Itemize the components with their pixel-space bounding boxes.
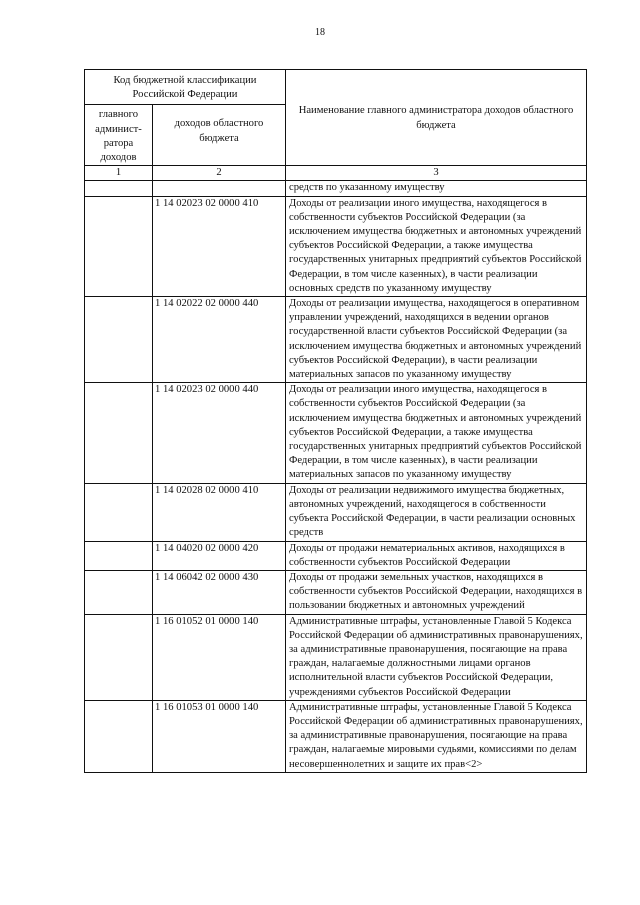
admin-code-cell [85, 700, 153, 772]
page-number: 18 [315, 27, 325, 38]
description-cell: Доходы от продажи земельных участков, находящихся в собственности субъектов Российской Федерации, находящихся в пользовании бюджетных и автономных учреждений [286, 570, 587, 614]
revenue-code-cell: 1 16 01053 01 0000 140 [153, 700, 286, 772]
description-cell: Доходы от реализации иного имущества, находящегося в собственности субъектов Российской Федерации (за исключением имущества бюджетных и автономных учреждений субъектов Российской Федерации, а также имущества государственных унитарных предприятий субъектов Российской Федерации, в том числе казенных), в части реализации материальных запасов по указанному имуществу [286, 383, 587, 483]
admin-code-cell [85, 181, 153, 196]
table-row [85, 383, 587, 483]
table-row [85, 541, 587, 570]
table-row [85, 181, 587, 196]
name-column-header: Наименование главного администратора доходов областного бюджета [286, 70, 587, 166]
revenue-code-cell: 1 16 01052 01 0000 140 [153, 614, 286, 700]
revenue-code-cell: 1 14 06042 02 0000 430 [153, 570, 286, 614]
column-number: 1 [85, 166, 153, 181]
table-row [85, 483, 587, 541]
table-row [85, 570, 587, 614]
revenue-code-cell: 1 14 02023 02 0000 410 [153, 196, 286, 296]
revenue-code-cell: 1 14 04020 02 0000 420 [153, 541, 286, 570]
admin-code-cell [85, 541, 153, 570]
admin-code-cell [85, 483, 153, 541]
revenue-column-header: доходов областного бюджета [153, 105, 286, 166]
table-header-row [85, 70, 587, 105]
description-cell: Доходы от продажи нематериальных активов, находящихся в собственности субъектов Российской Федерации [286, 541, 587, 570]
column-number-row [85, 166, 587, 181]
classification-header: Код бюджетной классификации Российской Федерации [85, 70, 286, 105]
revenue-classification-table [84, 69, 587, 773]
description-cell: Доходы от реализации иного имущества, находящегося в собственности субъектов Российской Федерации (за исключением имущества бюджетных и автономных учреждений субъектов Российской Федерации, а также имущества государственных унитарных предприятий субъектов Российской Федерации, в том числе казенных), в части реализации основных средств по указанному имуществу [286, 196, 587, 296]
revenue-code-cell: 1 14 02023 02 0000 440 [153, 383, 286, 483]
description-cell: средств по указанному имуществу [286, 181, 587, 196]
description-cell: Административные штрафы, установленные Главой 5 Кодекса Российской Федерации об административных правонарушениях, за административные правонарушения, посягающие на права граждан, налагаемые должностными лицами органов исполнительной власти субъектов Российской Федерации, учреждениями субъектов Российской Федерации [286, 614, 587, 700]
admin-code-cell [85, 196, 153, 296]
admin-column-header: главного админист-ратора доходов [85, 105, 153, 166]
column-number: 3 [286, 166, 587, 181]
admin-code-cell [85, 570, 153, 614]
table-row [85, 297, 587, 383]
admin-code-cell [85, 614, 153, 700]
column-number: 2 [153, 166, 286, 181]
table-row [85, 196, 587, 296]
revenue-code-cell [153, 181, 286, 196]
description-cell: Доходы от реализации недвижимого имущества бюджетных, автономных учреждений, находящегося в собственности субъекта Российской Федерации, в части реализации основных средств [286, 483, 587, 541]
description-cell: Административные штрафы, установленные Главой 5 Кодекса Российской Федерации об административных правонарушениях, за административные правонарушения, посягающие на права граждан, налагаемые мировыми судьями, комиссиями по делам несовершеннолетних и защите их прав<2> [286, 700, 587, 772]
table-row [85, 614, 587, 700]
admin-code-cell [85, 383, 153, 483]
table-row [85, 700, 587, 772]
description-cell: Доходы от реализации имущества, находящегося в оперативном управлении учреждений, находящихся в ведении органов государственной власти субъектов Российской Федерации (за исключением имущества бюджетных и автономных учреждений субъектов Российской Федерации), в части реализации материальных запасов по указанному имуществу [286, 297, 587, 383]
admin-code-cell [85, 297, 153, 383]
revenue-code-cell: 1 14 02028 02 0000 410 [153, 483, 286, 541]
revenue-code-cell: 1 14 02022 02 0000 440 [153, 297, 286, 383]
